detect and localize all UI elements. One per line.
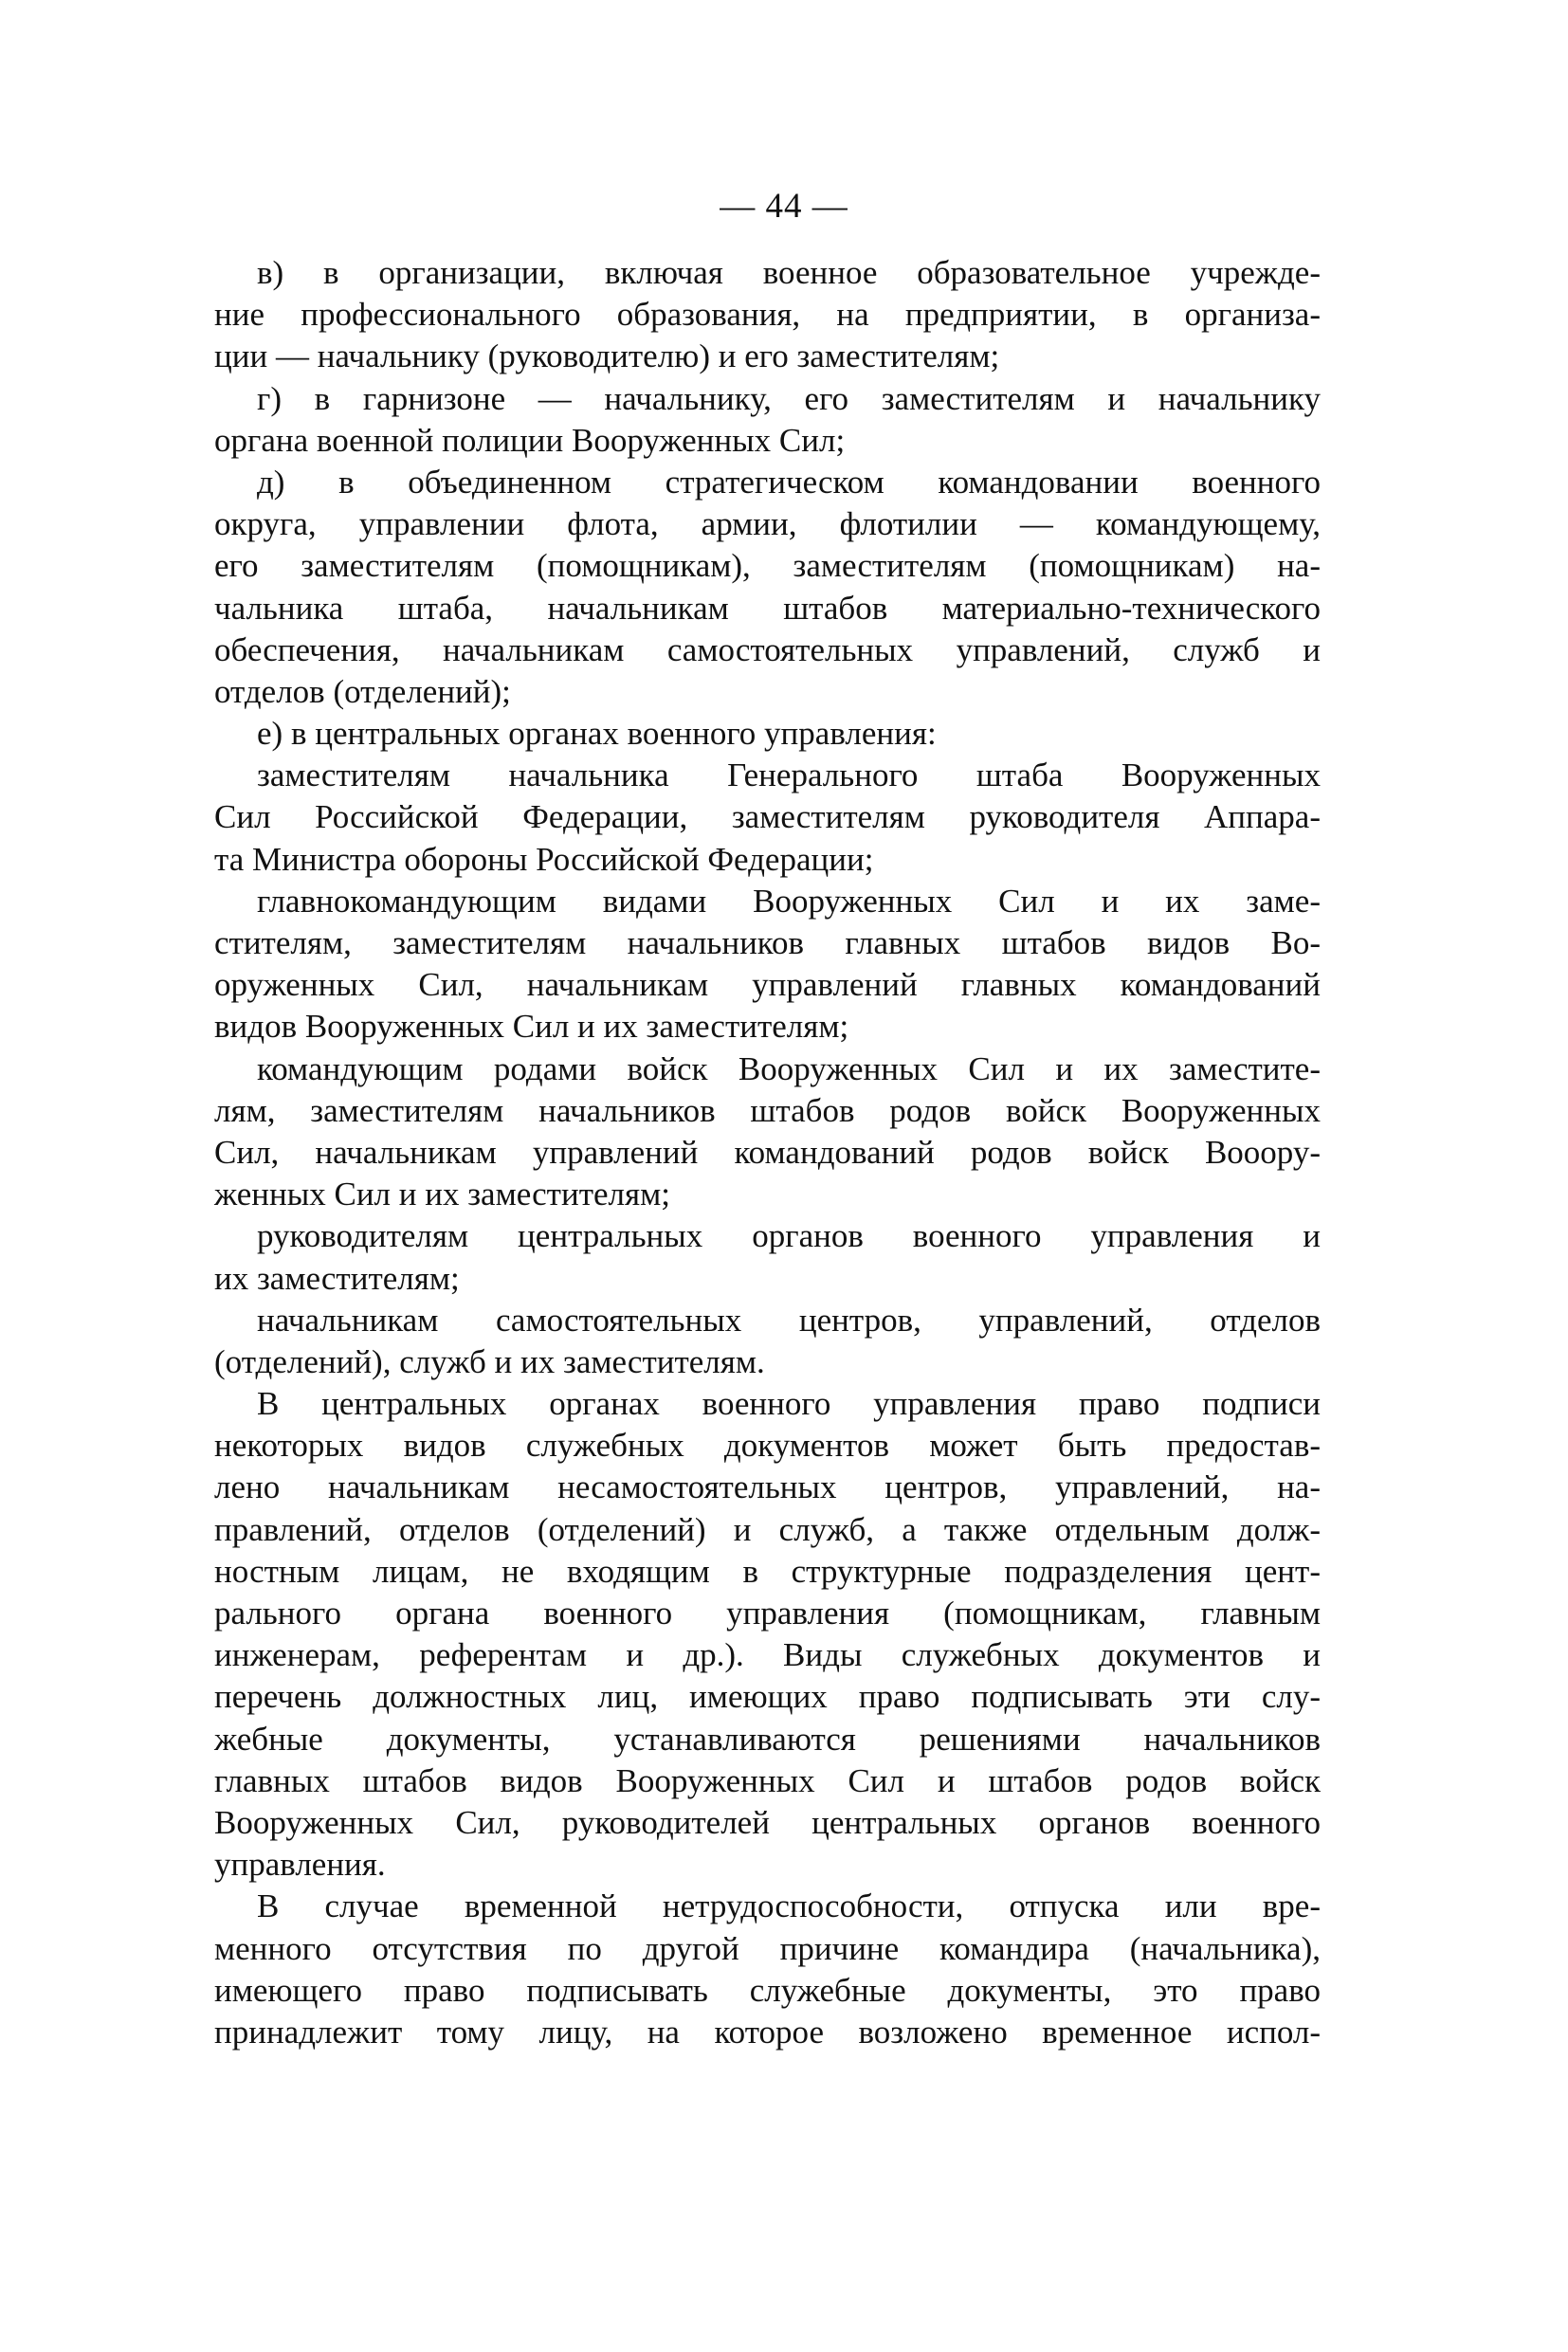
body-text [214,252,1321,2053]
text-line: ние профессионального образования, на предприятии, в организа- [214,296,1321,334]
text-line: обеспечения, начальникам самостоятельных управлений, служб и [214,630,1321,668]
text-line: отделов (отделений); [214,672,511,710]
text-line: Сил, начальникам управлений командований родов войск Вооору- [214,1133,1321,1171]
paragraph-item-e-1 [214,755,1321,881]
text-line: е) в центральных органах военного управления: [257,715,937,753]
text-line: заместителям начальника Генерального штаба Вооруженных [257,757,1321,794]
text-line: Сил Российской Федерации, заместителям руководителя Аппара- [214,798,1321,836]
text-line: его заместителям (помощникам), заместителям (помощникам) на- [214,547,1321,585]
paragraph-para-central [214,1383,1321,1886]
text-line: лям, заместителям начальников штабов родов войск Вооруженных [214,1091,1321,1129]
text-line: округа, управлении флота, армии, флотилии — командующему, [214,505,1321,543]
text-line: ностным лицам, не входящим в структурные подразделения цент- [214,1552,1321,1590]
text-line: правлений, отделов (отделений) и служб, а также отдельным долж- [214,1510,1321,1548]
text-line: органа военной полиции Вооруженных Сил; [214,421,846,459]
text-line: жебные документы, устанавливаются решениями начальников [214,1720,1321,1758]
text-line: та Министра обороны Российской Федерации; [214,840,874,878]
text-line: В случае временной нетрудоспособности, отпуска или вре- [257,1887,1321,1925]
paragraph-item-e-2 [214,881,1321,1048]
text-line: главнокомандующим видами Вооруженных Сил и их заме- [257,882,1321,920]
paragraph-item-e-3 [214,1048,1321,1216]
text-line: д) в объединенном стратегическом командовании военного [257,463,1321,501]
text-line: управления. [214,1846,386,1884]
text-line: женных Сил и их заместителям; [214,1176,670,1213]
text-line: оруженных Сил, начальникам управлений главных командований [214,966,1321,1004]
text-line: принадлежит тому лицу, на которое возложено временное испол- [214,2013,1321,2051]
paragraph-item-v [214,252,1321,378]
text-line: главных штабов видов Вооруженных Сил и штабов родов войск [214,1761,1321,1799]
paragraph-para-absence [214,1886,1321,2053]
text-line: В центральных органах военного управления право подписи [257,1385,1321,1423]
text-line: видов Вооруженных Сил и их заместителям; [214,1008,849,1046]
paragraph-item-g [214,378,1321,462]
text-line: перечень должностных лиц, имеющих право подписывать эти слу- [214,1678,1321,1716]
text-line: рального органа военного управления (помощникам, главным [214,1595,1321,1632]
text-line: руководителям центральных органов военного управления и [257,1217,1321,1255]
text-line: в) в организации, включая военное образовательное учрежде- [257,254,1321,291]
paragraph-item-e [214,713,1321,755]
text-line: лено начальникам несамостоятельных центров, управлений, на- [214,1468,1321,1506]
paragraph-item-d [214,462,1321,713]
text-line: менного отсутствия по другой причине командира (начальника), [214,1929,1321,1967]
text-line: начальникам самостоятельных центров, управлений, отделов [257,1301,1321,1339]
text-line: г) в гарнизоне — начальнику, его заместителям и начальнику [257,379,1321,417]
page-number: — 44 — [720,187,848,226]
paragraph-item-e-5 [214,1300,1321,1383]
text-line: командующим родами войск Вооруженных Сил и их заместите- [257,1049,1321,1087]
text-line: стителям, заместителям начальников главных штабов видов Во- [214,924,1321,961]
text-line: чальника штаба, начальникам штабов материально-технического [214,589,1321,627]
text-line: инженерам, референтам и др.). Виды служебных документов и [214,1636,1321,1674]
text-line: ции — начальнику (руководителю) и его заместителям; [214,337,1000,375]
text-line: имеющего право подписывать служебные документы, это право [214,1971,1321,2009]
text-line: (отделений), служб и их заместителям. [214,1342,765,1380]
text-line: Вооруженных Сил, руководителей центральных органов военного [214,1803,1321,1841]
paragraph-item-e-4 [214,1215,1321,1299]
text-line: их заместителям; [214,1259,460,1297]
text-line: некоторых видов служебных документов может быть предостав- [214,1427,1321,1465]
